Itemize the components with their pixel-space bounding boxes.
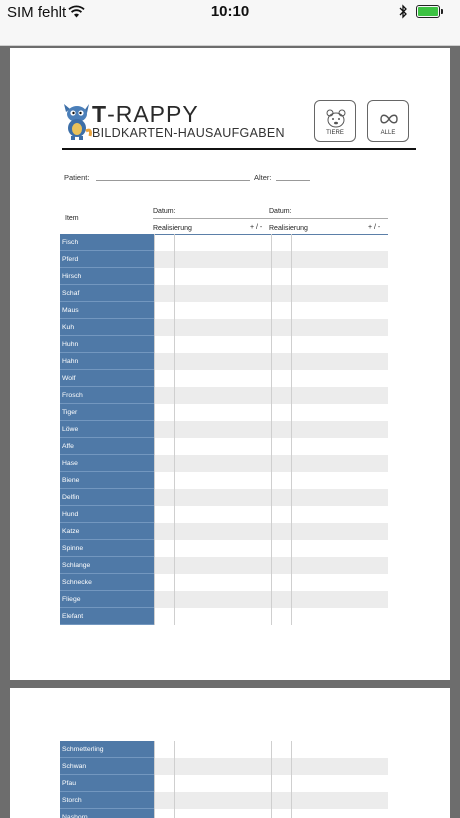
column-divider: [174, 540, 175, 557]
table-row: [60, 792, 388, 809]
assessment-cells[interactable]: [154, 758, 388, 775]
assessment-cells[interactable]: [154, 438, 388, 455]
mascot-logo-icon: [62, 98, 92, 145]
column-divider: [154, 268, 155, 285]
assessment-cells[interactable]: [154, 540, 388, 557]
assessment-cells[interactable]: [154, 472, 388, 489]
assessment-cells[interactable]: [154, 489, 388, 506]
item-table-page-2: [60, 741, 388, 818]
column-divider: [291, 758, 292, 775]
table-row: [60, 775, 388, 792]
column-divider: [271, 285, 272, 302]
column-divider: [271, 489, 272, 506]
table-row: [60, 741, 388, 758]
table-row: [60, 809, 388, 818]
column-divider: [154, 387, 155, 404]
item-name-cell: Löwe: [60, 421, 154, 438]
column-divider: [271, 319, 272, 336]
column-divider: [154, 302, 155, 319]
column-divider: [271, 336, 272, 353]
item-name-cell: Hund: [60, 506, 154, 523]
assessment-cells[interactable]: [154, 591, 388, 608]
table-row: [60, 387, 388, 404]
column-divider: [174, 574, 175, 591]
column-divider: [154, 421, 155, 438]
assessment-cells[interactable]: [154, 574, 388, 591]
column-divider: [154, 523, 155, 540]
column-divider: [174, 302, 175, 319]
column-divider: [174, 370, 175, 387]
column-divider: [271, 809, 272, 818]
item-name-cell: Elefant: [60, 608, 154, 625]
column-divider: [154, 489, 155, 506]
column-divider: [271, 591, 272, 608]
table-row: [60, 404, 388, 421]
table-row: [60, 302, 388, 319]
column-divider: [154, 404, 155, 421]
column-divider: [291, 285, 292, 302]
category-button-label: TIERE: [326, 130, 344, 136]
realization-header-1: Realisierung: [153, 225, 192, 232]
column-divider: [154, 741, 155, 758]
column-divider: [174, 234, 175, 251]
assessment-cells[interactable]: [154, 775, 388, 792]
item-name-cell: Hahn: [60, 353, 154, 370]
column-divider: [154, 758, 155, 775]
table-row: [60, 353, 388, 370]
column-divider: [154, 574, 155, 591]
table-row: [60, 557, 388, 574]
column-divider: [291, 591, 292, 608]
column-divider: [174, 421, 175, 438]
item-name-cell: Pferd: [60, 251, 154, 268]
column-divider: [174, 489, 175, 506]
column-divider: [291, 387, 292, 404]
column-divider: [271, 741, 272, 758]
column-divider: [174, 404, 175, 421]
assessment-cells[interactable]: [154, 268, 388, 285]
plusminus-header-2: + / -: [368, 224, 381, 231]
column-divider: [154, 319, 155, 336]
table-row: [60, 758, 388, 775]
assessment-cells[interactable]: [154, 387, 388, 404]
column-divider: [174, 319, 175, 336]
item-name-cell: Maus: [60, 302, 154, 319]
column-divider: [291, 506, 292, 523]
item-name-cell: Hase: [60, 455, 154, 472]
column-divider: [291, 319, 292, 336]
column-divider: [154, 285, 155, 302]
column-divider: [174, 455, 175, 472]
column-divider: [154, 608, 155, 625]
column-divider: [154, 234, 155, 251]
column-divider: [271, 268, 272, 285]
status-bar: [0, 0, 460, 46]
date-underline: [153, 218, 388, 219]
table-row: [60, 523, 388, 540]
column-divider: [291, 370, 292, 387]
column-divider: [291, 809, 292, 818]
category-button-alle[interactable]: [367, 100, 409, 142]
column-divider: [291, 251, 292, 268]
assessment-cells[interactable]: [154, 523, 388, 540]
column-divider: [271, 608, 272, 625]
assessment-cells[interactable]: [154, 792, 388, 809]
item-name-cell: Schwan: [60, 758, 154, 775]
item-name-cell: Fisch: [60, 234, 154, 251]
column-divider: [291, 421, 292, 438]
assessment-cells[interactable]: [154, 455, 388, 472]
column-divider: [174, 758, 175, 775]
assessment-cells[interactable]: [154, 809, 388, 818]
assessment-cells[interactable]: [154, 741, 388, 758]
column-divider: [174, 523, 175, 540]
column-divider: [154, 455, 155, 472]
column-divider: [154, 792, 155, 809]
column-divider: [291, 438, 292, 455]
realization-header-2: Realisierung: [269, 225, 308, 232]
assessment-cells[interactable]: [154, 421, 388, 438]
column-divider: [174, 353, 175, 370]
column-divider: [271, 775, 272, 792]
table-row: [60, 421, 388, 438]
item-name-cell: Delfin: [60, 489, 154, 506]
column-divider: [271, 370, 272, 387]
assessment-cells[interactable]: [154, 404, 388, 421]
column-divider: [271, 302, 272, 319]
column-divider: [154, 336, 155, 353]
column-divider: [154, 251, 155, 268]
brand-subtitle: BILDKARTEN-HAUSAUFGABEN: [92, 126, 285, 140]
column-divider: [271, 506, 272, 523]
column-divider: [291, 404, 292, 421]
column-divider: [174, 506, 175, 523]
column-divider: [154, 472, 155, 489]
column-divider: [291, 557, 292, 574]
battery-cap: [441, 9, 443, 14]
column-divider: [271, 523, 272, 540]
column-divider: [271, 758, 272, 775]
column-divider: [271, 404, 272, 421]
table-row: [60, 472, 388, 489]
brand-title: T-RAPPY: [92, 101, 199, 127]
column-divider: [291, 455, 292, 472]
age-field[interactable]: [276, 180, 310, 181]
age-label: Alter:: [254, 173, 272, 182]
assessment-cells[interactable]: [154, 353, 388, 370]
column-divider: [154, 540, 155, 557]
column-divider: [271, 387, 272, 404]
table-row: [60, 506, 388, 523]
assessment-cells[interactable]: [154, 302, 388, 319]
item-table-page-1: [60, 234, 388, 625]
column-divider: [271, 251, 272, 268]
table-row: [60, 370, 388, 387]
assessment-cells[interactable]: [154, 251, 388, 268]
item-name-cell: Pfau: [60, 775, 154, 792]
table-row: [60, 438, 388, 455]
header-divider: [62, 148, 416, 150]
column-divider: [271, 421, 272, 438]
table-row: [60, 489, 388, 506]
table-row: [60, 285, 388, 302]
category-button-label: ALLE: [380, 130, 396, 136]
battery-icon: [416, 5, 440, 18]
item-name-cell: Schmetterling: [60, 741, 154, 758]
column-divider: [154, 557, 155, 574]
column-divider: [291, 489, 292, 506]
battery-fill: [418, 7, 438, 16]
column-divider: [174, 336, 175, 353]
assessment-cells[interactable]: [154, 608, 388, 625]
column-divider: [174, 608, 175, 625]
column-divider: [174, 741, 175, 758]
column-divider: [291, 472, 292, 489]
assessment-cells[interactable]: [154, 370, 388, 387]
table-row: [60, 234, 388, 251]
patient-name-field[interactable]: [96, 180, 250, 181]
column-divider: [174, 251, 175, 268]
assessment-cells[interactable]: [154, 336, 388, 353]
plusminus-header-1: + / -: [250, 224, 263, 231]
column-divider: [291, 792, 292, 809]
column-divider: [174, 775, 175, 792]
column-divider: [174, 472, 175, 489]
column-divider: [271, 472, 272, 489]
table-row: [60, 591, 388, 608]
column-divider: [271, 574, 272, 591]
column-divider: [154, 438, 155, 455]
assessment-cells[interactable]: [154, 319, 388, 336]
carrier-label: SIM fehlt: [7, 4, 67, 21]
column-divider: [154, 353, 155, 370]
column-divider: [291, 302, 292, 319]
table-row: [60, 268, 388, 285]
item-name-cell: Fliege: [60, 591, 154, 608]
table-row: [60, 608, 388, 625]
column-divider: [174, 591, 175, 608]
document-page-1: [10, 48, 450, 680]
column-divider: [174, 285, 175, 302]
item-name-cell: Nashorn: [60, 809, 154, 818]
item-name-cell: Storch: [60, 792, 154, 809]
item-name-cell: Frosch: [60, 387, 154, 404]
item-name-cell: Spinne: [60, 540, 154, 557]
column-divider: [271, 540, 272, 557]
bluetooth-icon: [399, 4, 408, 24]
column-divider: [291, 741, 292, 758]
table-row: [60, 251, 388, 268]
item-name-cell: Schaf: [60, 285, 154, 302]
item-name-cell: Huhn: [60, 336, 154, 353]
column-divider: [291, 608, 292, 625]
column-divider: [154, 591, 155, 608]
assessment-cells[interactable]: [154, 506, 388, 523]
document-page-2: [10, 688, 450, 818]
assessment-cells[interactable]: [154, 285, 388, 302]
date-label-2: Datum:: [269, 208, 292, 215]
item-name-cell: Biene: [60, 472, 154, 489]
column-divider: [271, 234, 272, 251]
column-divider: [154, 809, 155, 818]
column-divider: [291, 775, 292, 792]
column-divider: [174, 438, 175, 455]
column-divider: [271, 438, 272, 455]
item-column-header: Item: [65, 215, 79, 222]
column-divider: [174, 268, 175, 285]
column-divider: [271, 353, 272, 370]
column-divider: [291, 523, 292, 540]
table-row: [60, 455, 388, 472]
item-name-cell: Affe: [60, 438, 154, 455]
item-name-cell: Hirsch: [60, 268, 154, 285]
column-divider: [154, 775, 155, 792]
column-divider: [271, 455, 272, 472]
column-divider: [291, 353, 292, 370]
table-row: [60, 336, 388, 353]
column-divider: [271, 792, 272, 809]
column-divider: [271, 557, 272, 574]
column-divider: [174, 809, 175, 818]
item-name-cell: Wolf: [60, 370, 154, 387]
date-label-1: Datum:: [153, 208, 176, 215]
item-name-cell: Katze: [60, 523, 154, 540]
column-divider: [291, 574, 292, 591]
category-button-tiere[interactable]: [314, 100, 356, 142]
column-divider: [174, 792, 175, 809]
clock: 10:10: [210, 3, 250, 20]
item-name-cell: Schlange: [60, 557, 154, 574]
column-divider: [154, 506, 155, 523]
table-row: [60, 319, 388, 336]
column-divider: [291, 268, 292, 285]
patient-label: Patient:: [64, 173, 90, 182]
column-divider: [291, 540, 292, 557]
column-divider: [174, 387, 175, 404]
column-divider: [291, 336, 292, 353]
column-divider: [174, 557, 175, 574]
item-name-cell: Kuh: [60, 319, 154, 336]
column-divider: [154, 370, 155, 387]
assessment-cells[interactable]: [154, 557, 388, 574]
item-name-cell: Schnecke: [60, 574, 154, 591]
column-divider: [291, 234, 292, 251]
assessment-cells[interactable]: [154, 234, 388, 251]
table-row: [60, 540, 388, 557]
item-name-cell: Tiger: [60, 404, 154, 421]
table-row: [60, 574, 388, 591]
